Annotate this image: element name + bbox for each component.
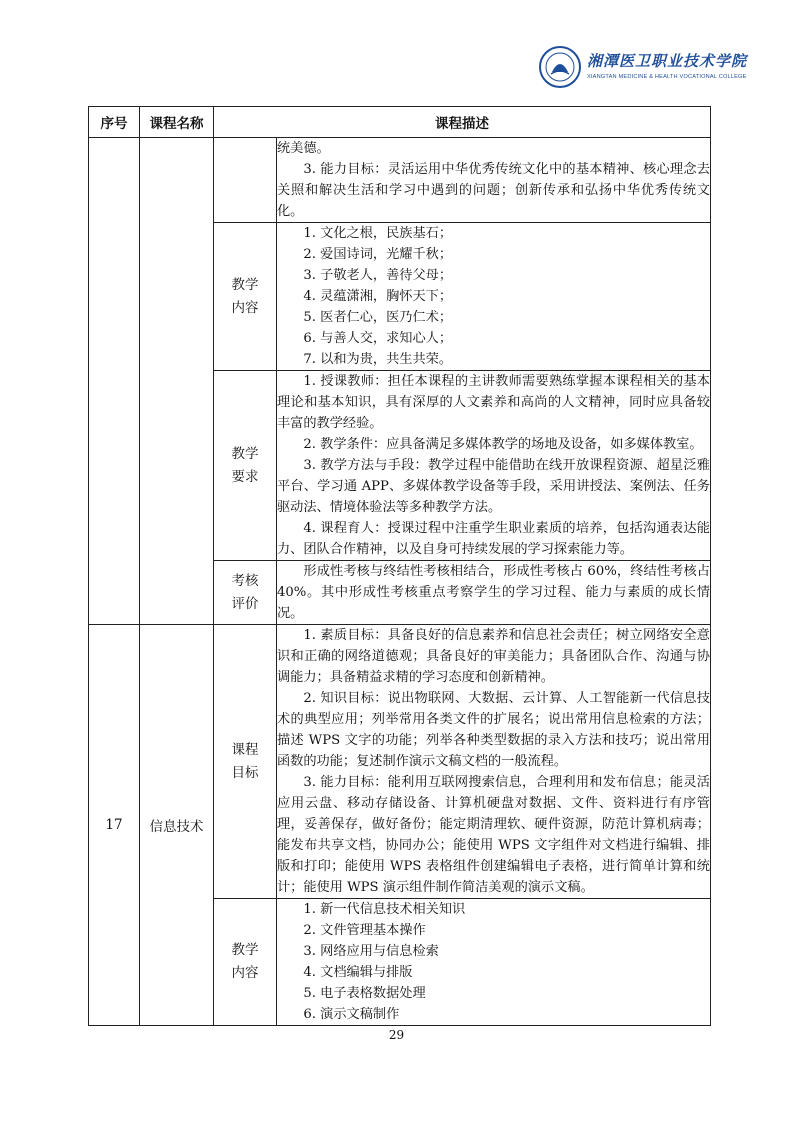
- eval-text: 形成性考核与终结性考核相结合，形成性考核占 60%，终结性考核占 40%。其中形成性考核重点考察学生的学习过程、能力与素质的成长情况。: [277, 564, 710, 621]
- list-item: 1. 新一代信息技术相关知识: [303, 902, 466, 917]
- prev-goals-label: [214, 138, 277, 223]
- table-row: [89, 138, 711, 223]
- goal-item: 2. 知识目标：说出物联网、大数据、云计算、人工智能新一代信息技术的典型应用；列举常用各类文件的扩展名；说出常用信息检索的方法；描述 WPS 文字的功能；列举各种类型数据的录入方法和技巧；说出常用函数的功能；复述制作演示文稿文档的一般流程。: [277, 691, 710, 769]
- prev-req-label: 教学要求: [214, 371, 277, 561]
- list-item: 7. 以和为贵，共生共荣。: [303, 352, 453, 367]
- goals-text: 3. 能力目标：灵活运用中华优秀传统文化中的基本精神、核心理念去关照和解决生活和学习中遇到的问题；创新传承和弘扬中华优秀传统文化。: [277, 162, 710, 219]
- course-goals-cell: [277, 625, 711, 899]
- list-item: 2. 文件管理基本操作: [303, 923, 426, 938]
- list-item: 5. 电子表格数据处理: [303, 986, 426, 1001]
- course-goals-label: 课程目标: [214, 625, 277, 899]
- goal-item: 1. 素质目标：具备良好的信息素养和信息社会责任；树立网络安全意识和正确的网络道德观；具备良好的审美能力；具备团队合作、沟通与协调能力；具备精益求精的学习态度和创新精神。: [277, 628, 710, 685]
- goal-item: 3. 能力目标：能利用互联网搜索信息，合理利用和发布信息；能灵活应用云盘、移动存储设备、计算机硬盘对数据、文件、资料进行有序管理，妥善保存，做好备份；能定期清理软、硬件资源，防范计算机病毒；能发布共享文档，协同办公；能使用 WPS 文字组件对文档进行编辑、排版和打印；能使用 WPS 表格组件创建编辑电子表格，进行简单计算和统计；能使用 WPS 演示组件制作简洁美观的演示文稿。: [277, 775, 710, 895]
- college-emblem-icon: [539, 46, 581, 88]
- course-content-cell: [277, 899, 711, 1026]
- list-item: 6. 与善人交，求知心人；: [303, 331, 453, 346]
- header-course-desc: 课程描述: [214, 107, 711, 138]
- req-item: 4. 课程育人：授课过程中注重学生职业素质的培养，包括沟通表达能力、团队合作精神，以及自身可持续发展的学习探索能力等。: [277, 521, 710, 557]
- course-table: [88, 106, 711, 1026]
- college-logo: [539, 46, 748, 90]
- prev-req-cell: [277, 371, 711, 561]
- list-item: 2. 爱国诗词，光耀千秋；: [303, 247, 453, 262]
- table-header-row: [89, 107, 711, 138]
- req-item: 1. 授课教师：担任本课程的主讲教师需要熟练掌握本课程相关的基本理论和基本知识，具有深厚的人文素养和高尚的人文精神，同时应具备较丰富的教学经验。: [277, 374, 710, 431]
- header-course-name: 课程名称: [140, 107, 214, 138]
- college-name-en: XIANGTAN MEDICINE & HEALTH VOCATIONAL COLLEGE: [587, 74, 747, 80]
- list-item: 4. 文档编辑与排版: [303, 965, 413, 980]
- header-seq: 序号: [89, 107, 140, 138]
- prev-name-cell: [140, 138, 214, 625]
- course-name: 信息技术: [140, 625, 214, 1026]
- table-row: [89, 625, 711, 899]
- list-item: 5. 医者仁心，医乃仁术；: [303, 310, 453, 325]
- goals-text: 统美德。: [277, 141, 330, 156]
- prev-goals-cell: [277, 138, 711, 223]
- prev-content-label: 教学内容: [214, 223, 277, 371]
- req-item: 3. 教学方法与手段：教学过程中能借助在线开放课程资源、超星泛雅平台、学习通 APP、多媒体教学设备等手段，采用讲授法、案例法、任务驱动法、情境体验法等多种教学方法。: [277, 458, 710, 515]
- list-item: 3. 子敬老人，善待父母；: [303, 268, 453, 283]
- prev-content-cell: [277, 223, 711, 371]
- req-item: 2. 教学条件：应具备满足多媒体教学的场地及设备，如多媒体教室。: [303, 437, 703, 452]
- page-number: 29: [388, 1028, 405, 1042]
- list-item: 6. 演示文稿制作: [303, 1007, 400, 1022]
- list-item: 4. 灵蕴潇湘，胸怀天下；: [303, 289, 453, 304]
- course-seq: 17: [89, 625, 140, 1026]
- list-item: 3. 网络应用与信息检索: [303, 944, 439, 959]
- list-item: 1. 文化之根，民族基石；: [303, 226, 453, 241]
- prev-seq-cell: [89, 138, 140, 625]
- prev-eval-label: 考核评价: [214, 561, 277, 625]
- college-name-cn: 湘潭医卫职业技术学院: [587, 52, 748, 70]
- course-content-label: 教学内容: [214, 899, 277, 1026]
- prev-eval-cell: [277, 561, 711, 625]
